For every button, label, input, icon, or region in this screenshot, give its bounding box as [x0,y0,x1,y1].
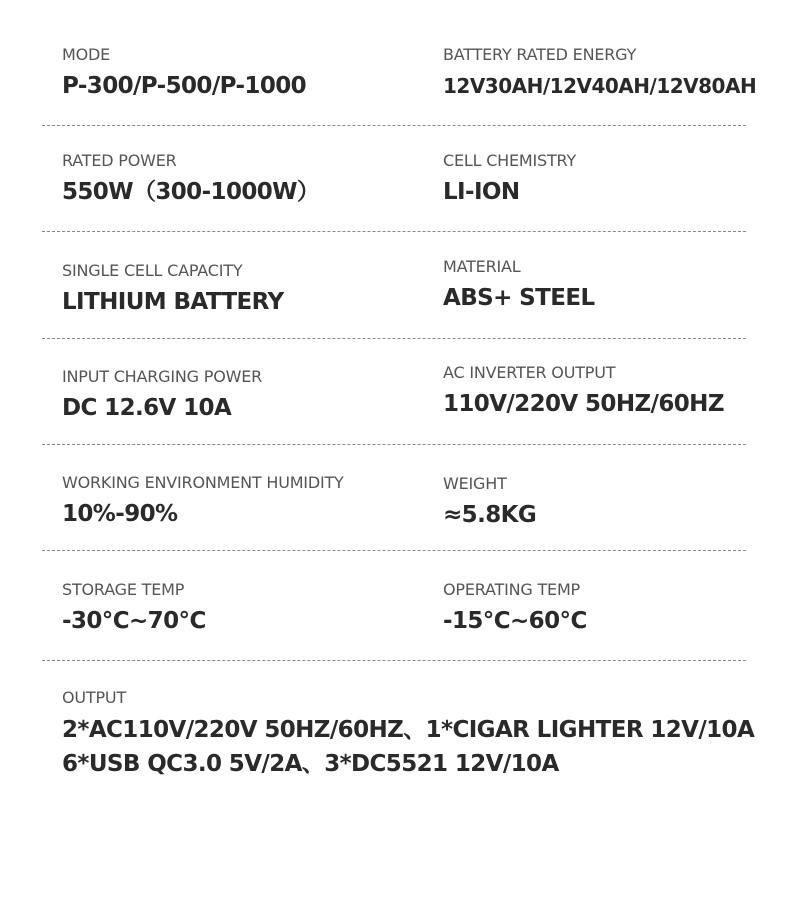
spec-value: LI-ION [443,179,520,205]
spec-value: 10%-90% [62,501,178,527]
row-divider [42,444,746,445]
spec-value: DC 12.6V 10A [62,395,232,421]
spec-value: 550W（300-1000W） [62,179,320,205]
spec-label: OUTPUT [62,688,127,707]
spec-label: SINGLE CELL CAPACITY [62,261,243,280]
spec-battery-rated-energy [443,45,756,100]
spec-value: ≈5.8KG [443,502,537,528]
spec-operating-temp [443,580,587,635]
spec-material [443,257,595,312]
output-line: 6*USB QC3.0 5V/2A、3*DC5521 12V/10A [62,751,559,777]
spec-label: MODE [62,45,111,64]
row-divider [42,231,746,232]
spec-value: P-300/P-500/P-1000 [62,73,307,99]
spec-label: BATTERY RATED ENERGY [443,45,637,64]
spec-label: MATERIAL [443,257,521,276]
row-divider [42,125,746,126]
spec-value: LITHIUM BATTERY [62,289,284,315]
spec-label: AC INVERTER OUTPUT [443,363,616,382]
spec-working-environment-humidity [62,473,344,528]
spec-output [62,688,754,781]
spec-label: WEIGHT [443,474,507,493]
spec-label: RATED POWER [62,151,177,170]
spec-value: ABS+ STEEL [443,285,595,311]
spec-value: -15℃~60℃ [443,608,587,634]
spec-label: STORAGE TEMP [62,580,185,599]
row-divider [42,550,746,551]
spec-weight [443,474,536,529]
spec-input-charging-power [62,367,262,422]
spec-rated-power [62,151,319,206]
spec-label: OPERATING TEMP [443,580,581,599]
spec-label: INPUT CHARGING POWER [62,367,263,386]
spec-value: -30℃~70℃ [62,608,206,634]
spec-single-cell-capacity [62,261,284,316]
spec-ac-inverter-output [443,363,724,418]
spec-value: 110V/220V 50HZ/60HZ [443,391,724,417]
spec-cell-chemistry [443,151,576,206]
spec-label: CELL CHEMISTRY [443,151,577,170]
spec-value: 12V30AH/12V40AH/12V80AH [443,74,757,98]
output-lines [62,713,754,781]
spec-label: WORKING ENVIRONMENT HUMIDITY [62,473,344,492]
row-divider [42,338,746,339]
row-divider [42,660,746,661]
spec-mode [62,45,306,100]
output-line: 2*AC110V/220V 50HZ/60HZ、1*CIGAR LIGHTER 12V/10A [62,717,755,743]
spec-storage-temp [62,580,206,635]
